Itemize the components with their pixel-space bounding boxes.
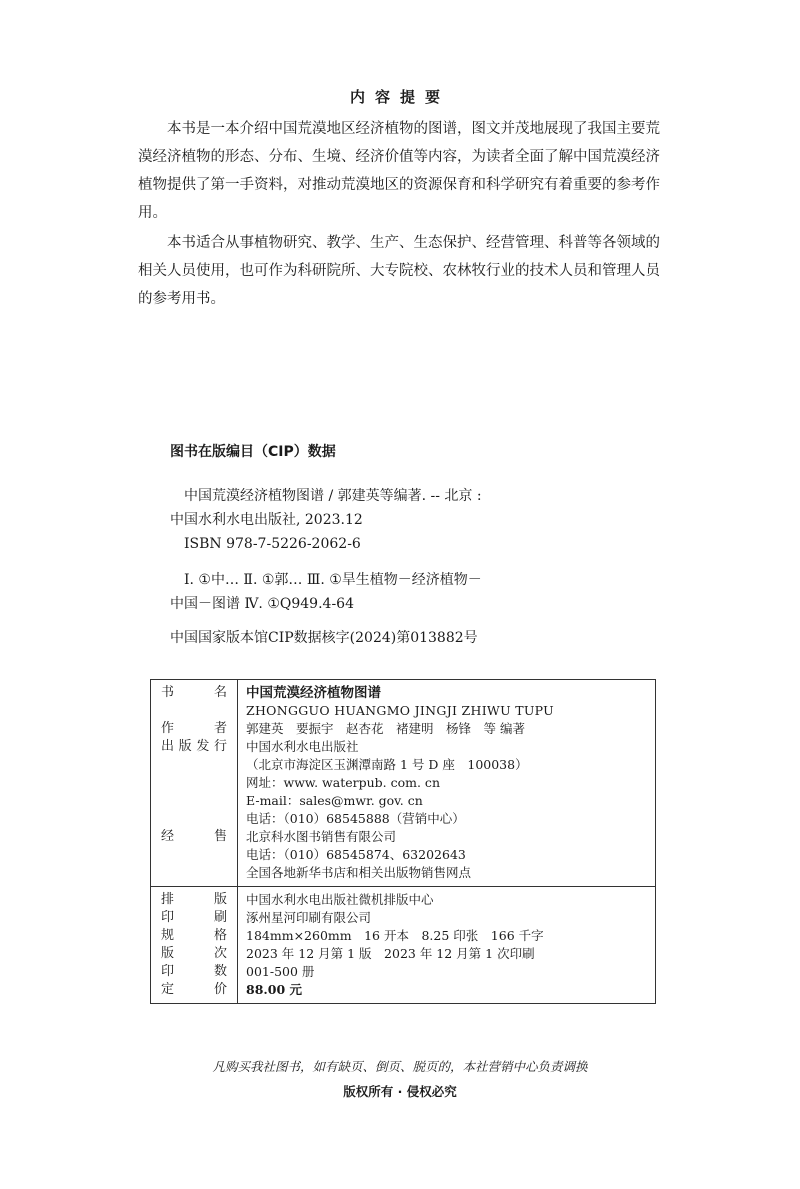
publisher-name: 中国水利水电出版社: [246, 739, 359, 754]
label-printing: 印 刷: [151, 909, 238, 927]
cip-block: [170, 484, 482, 650]
label-authors: 作 者: [151, 720, 238, 738]
sales-outlets: 全国各地新华书店和相关出版物销售网点: [246, 865, 472, 880]
book-title: 中国荒漠经济植物图谱: [246, 685, 381, 701]
publication-info-table: [150, 679, 656, 1004]
typesetting: 中国水利水电出版社微机排版中心: [246, 892, 434, 907]
publisher-phone: 电话：（010）68545888（营销中心）: [246, 811, 465, 826]
label-book-title: 书 名: [151, 680, 238, 721]
label-print-run: 印 数: [151, 963, 238, 981]
label-sales: 经 售: [151, 828, 238, 887]
authors: 郭建英 要振宇 赵杏花 褚建明 杨锋 等 编著: [246, 721, 525, 736]
label-publisher: 出 版 发 行: [151, 738, 238, 828]
printer: 涿州星河印刷有限公司: [246, 910, 372, 925]
cip-record-number: 中国国家版本馆CIP数据核字(2024)第013882号: [170, 630, 478, 646]
label-typesetting: 排 版: [151, 887, 238, 910]
label-specification: 规 格: [151, 927, 238, 945]
label-edition: 版 次: [151, 945, 238, 963]
book-pinyin: ZHONGGUO HUANGMO JINGJI ZHIWU TUPU: [246, 703, 554, 718]
cip-line: ISBN 978-7-5226-2062-6: [184, 536, 361, 552]
price: 88.00 元: [246, 982, 302, 997]
copyright-notice: 版权所有 · 侵权必究: [343, 1084, 457, 1099]
cip-line: 中国荒漠经济植物图谱 / 郭建英等编著. -- 北京 :: [184, 488, 482, 504]
cip-class-line: Ⅰ. ①中… Ⅱ. ①郭… Ⅲ. ①旱生植物－经济植物－: [184, 572, 482, 588]
summary-paragraph: 本书适合从事植物研究、教学、生产、生态保护、经营管理、科普等各领域的相关人员使用，也可作为科研院所、大专院校、农林牧行业的技术人员和管理人员的参考用书。: [138, 235, 660, 307]
publisher-email: E-mail：sales@mwr. gov. cn: [246, 793, 423, 808]
sales-phone: 电话：（010）68545874、63202643: [246, 847, 466, 862]
edition: 2023 年 12 月第 1 版 2023 年 12 月第 1 次印刷: [246, 946, 535, 961]
sales-company: 北京科水图书销售有限公司: [246, 829, 397, 844]
publisher-website: 网址：www. waterpub. com. cn: [246, 775, 440, 790]
replacement-notice: 凡购买我社图书，如有缺页、倒页、脱页的，本社营销中心负责调换: [212, 1059, 588, 1074]
cip-title: 图书在版编目（CIP）数据: [170, 444, 336, 460]
summary-text: [138, 115, 668, 315]
label-price: 定 价: [151, 981, 238, 1004]
publisher-address: （北京市海淀区玉渊潭南路 1 号 D 座 100038）: [246, 757, 528, 772]
summary-title: 内容提要: [349, 88, 450, 106]
specification: 184mm×260mm 16 开本 8.25 印张 166 千字: [246, 928, 544, 943]
cip-line: 中国水利水电出版社, 2023.12: [170, 512, 363, 528]
print-run: 001-500 册: [246, 964, 315, 979]
summary-paragraph: 本书是一本介绍中国荒漠地区经济植物的图谱，图文并茂地展现了我国主要荒漠经济植物的形态、分布、生境、经济价值等内容，为读者全面了解中国荒漠经济植物提供了第一手资料，对推动荒漠地区的资源保育和科学研究有着重要的参考作用。: [138, 121, 660, 221]
cip-class-line: 中国－图谱 Ⅳ. ①Q949.4-64: [170, 596, 354, 612]
